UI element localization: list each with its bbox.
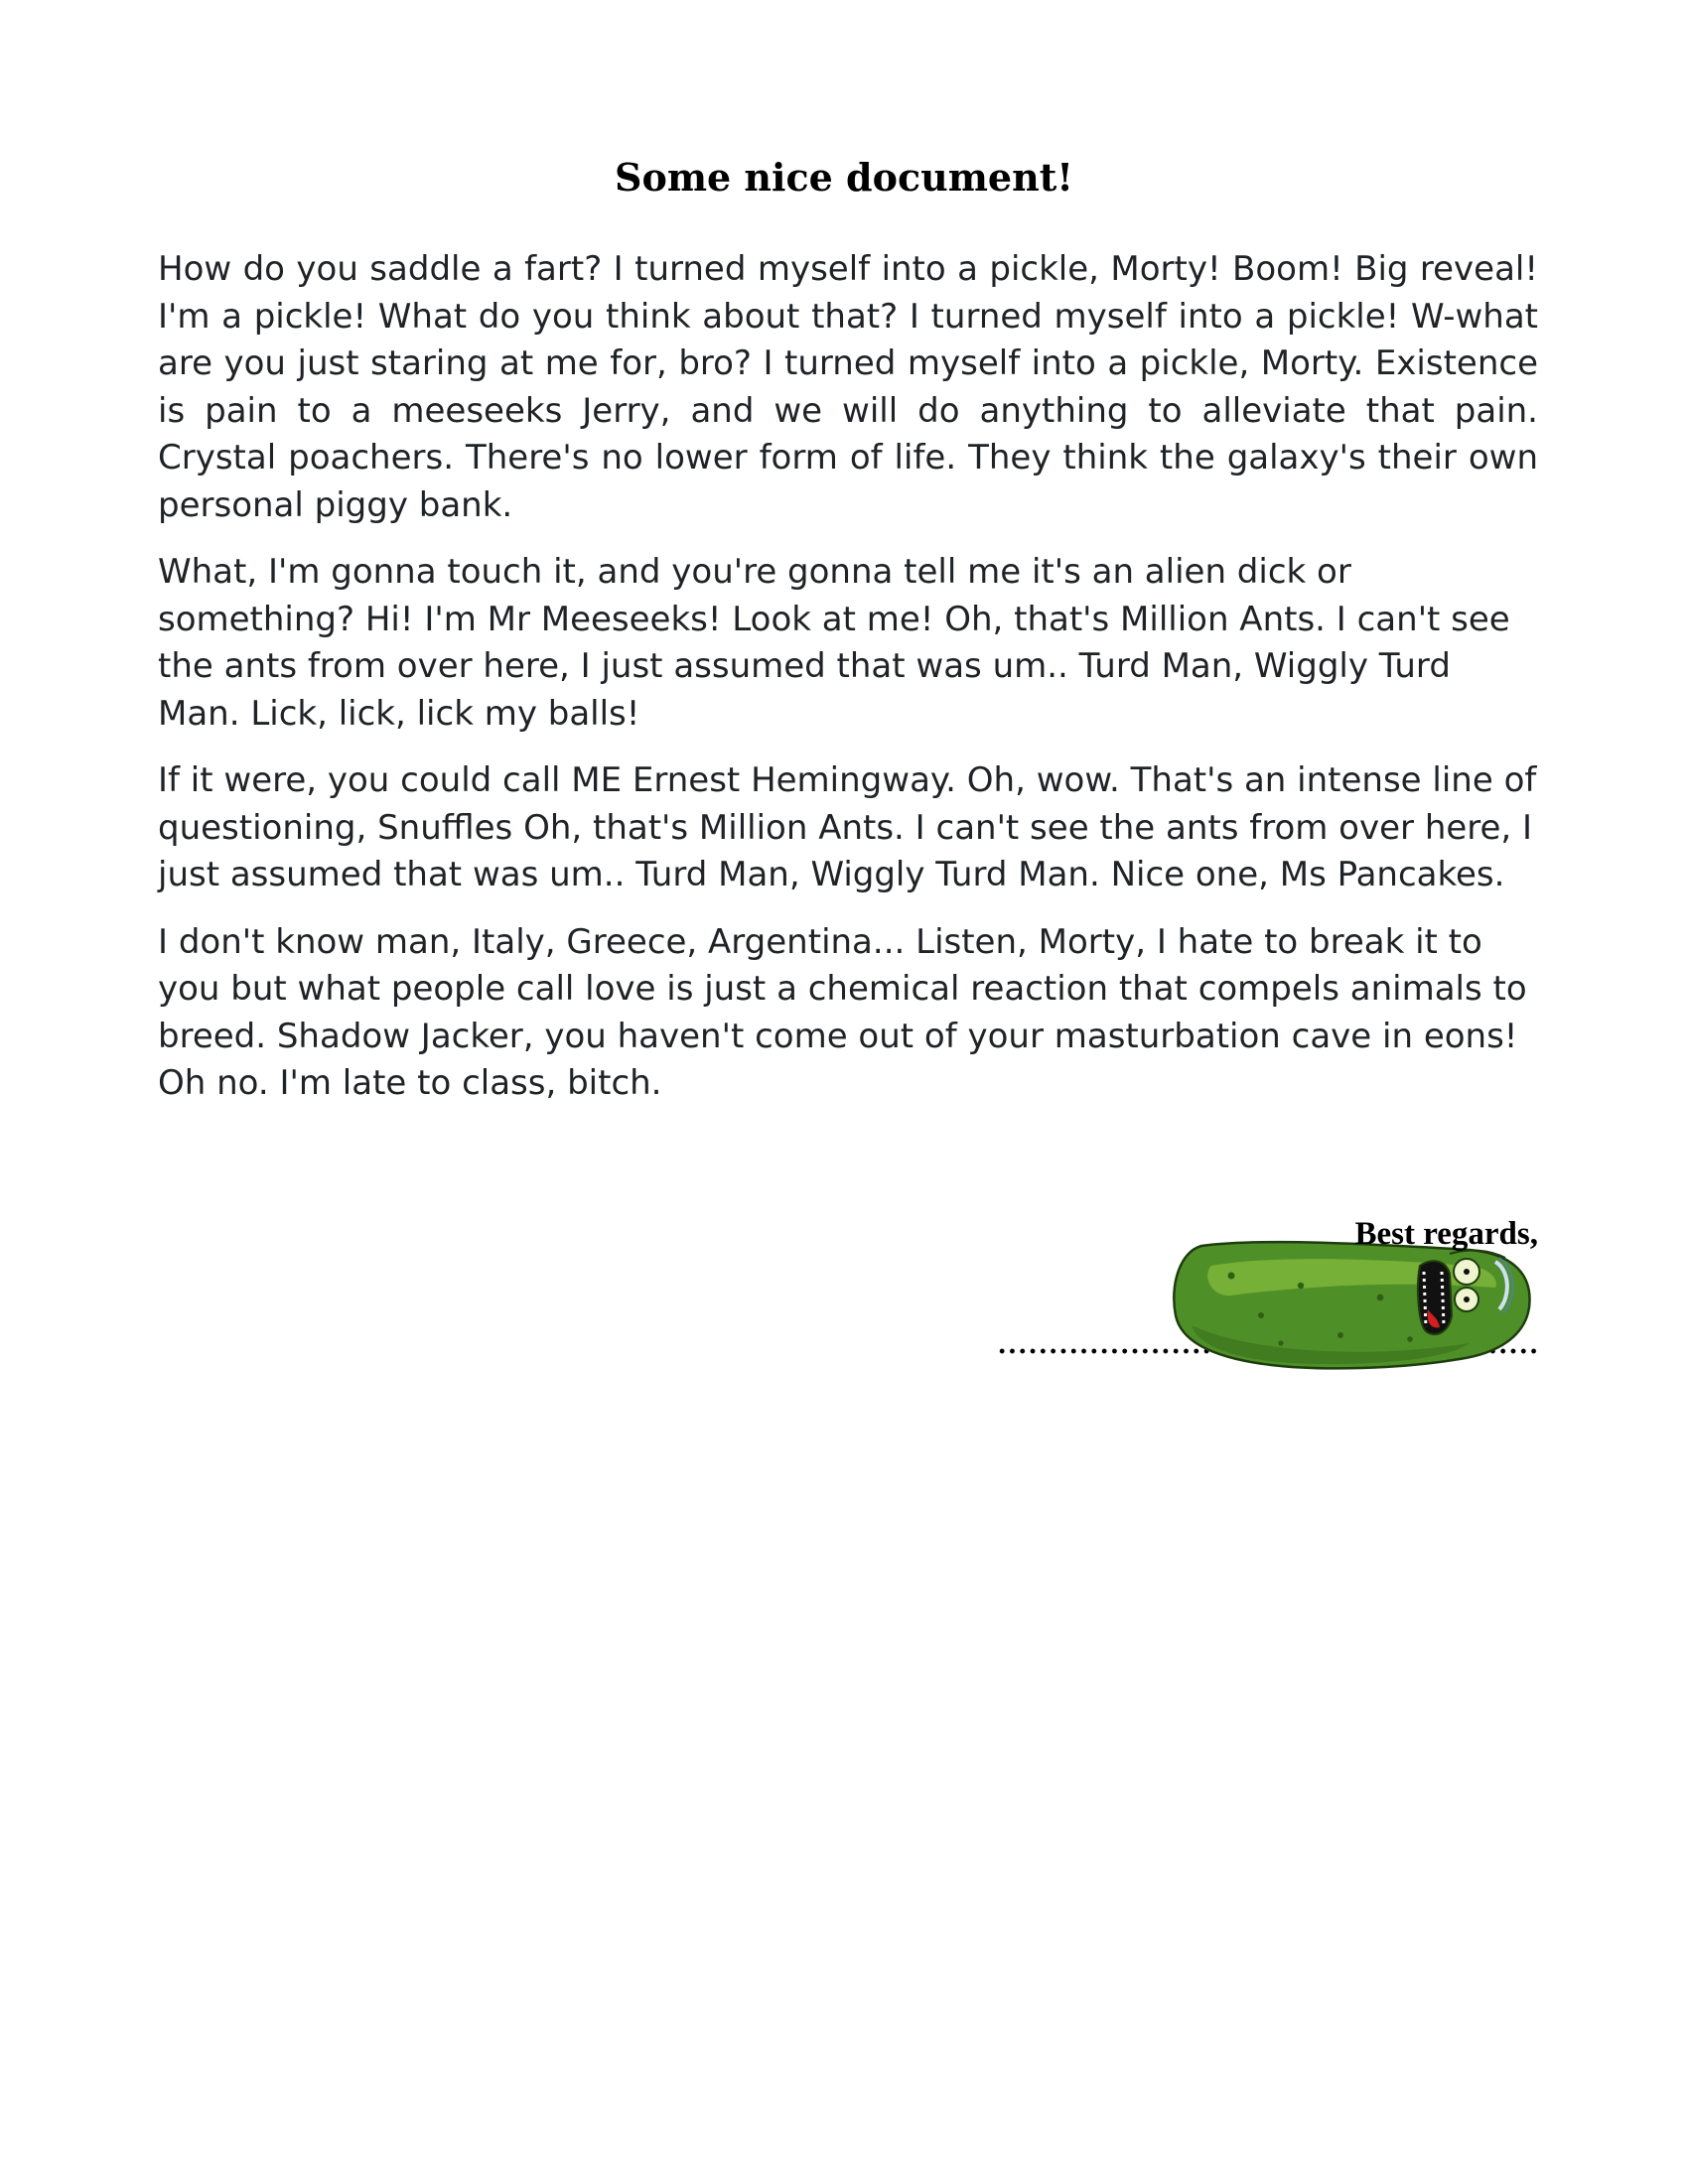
closing-text: Best regards, — [1354, 1216, 1538, 1252]
paragraph-4: I don't know man, Italy, Greece, Argentina... Listen, Morty, I hate to break it to you but what people call love is just a chemical reaction that compels animals to breed. Shadow Jacker, you haven't come out of your masturbation cave in eons! Oh no. I'm late to class, bitch. — [158, 921, 1527, 1103]
paragraph-1: How do you saddle a fart? I turned myself into a pickle, Morty! Boom! Big reveal! I'm a pickle! What do you think about that? I turned myself into a pickle! W-what are you just staring at me for, bro? I turned myself into a pickle, Morty. Existence is pain to a meeseeks Jerry, and we will do anything to alleviate that pain. Crystal poachers. There's no lower form of life. They think the galaxy's their own personal piggy bank. — [158, 249, 1538, 525]
paragraph-3: If it were, you could call ME Ernest Hemingway. Oh, wow. That's an intense line of questioning, Snuffles Oh, that's Million Ants. I can't see the ants from over here, I just assumed that was um.. Turd Man, Wiggly Turd Man. Nice one, Ms Pancakes. — [158, 760, 1537, 894]
paragraph-2: What, I'm gonna touch it, and you're gonna tell me it's an alien dick or something? Hi! I'm Mr Meeseeks! Look at me! Oh, that's Million Ants. I can't see the ants from over here, I just assumed that was um.. Turd Man, Wiggly Turd Man. Lick, lick, lick my balls! — [158, 552, 1510, 734]
document-title: Some nice document! — [615, 155, 1073, 200]
document-body — [158, 246, 1538, 1128]
pickle-rick-icon — [1172, 1236, 1535, 1375]
